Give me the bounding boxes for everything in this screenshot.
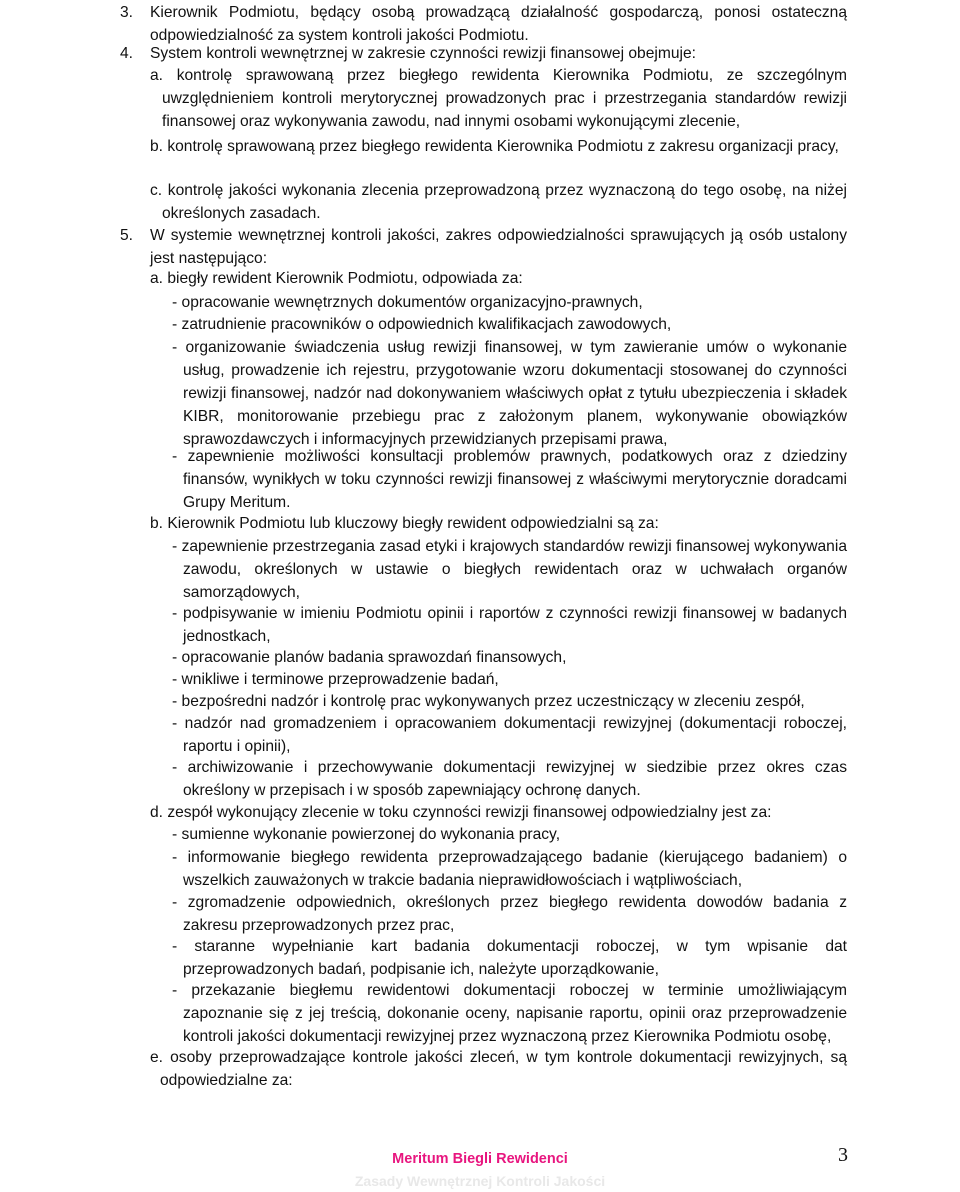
paragraph-item-3: Kierownik Podmiotu, będący osobą prowadzącą działalność gospodarczą, ponosi ostateczną odpowiedzialność za system kontroli jakości Podmiotu.: [150, 4, 847, 44]
list-item: - zgromadzenie odpowiednich, określonych przez biegłego rewidenta dowodów badania z zakresu przeprowadzonych przez prac,: [172, 894, 847, 934]
item-number: 3.: [120, 4, 134, 21]
paragraph-item-5: W systemie wewnętrznej kontroli jakości, zakres odpowiedzialności sprawujących ją osób ustalony jest następująco:: [150, 227, 847, 267]
list-item: - bezpośredni nadzór i kontrolę prac wykonywanych przez uczestniczący w zleceniu zespół,: [172, 693, 805, 710]
list-item: - sumienne wykonanie powierzonej do wykonania pracy,: [172, 826, 561, 843]
footer-subtitle: Zasady Wewnętrznej Kontroli Jakości: [354, 1173, 606, 1189]
list-item: - staranne wypełnianie kart badania dokumentacji roboczej, w tym wpisanie dat przeprowadzonych badań, podpisanie ich, należyte uporządkowanie,: [172, 938, 847, 978]
list-item: - informowanie biegłego rewidenta przeprowadzającego badanie (kierującego badaniem) o wszelkich zauważonych w trakcie badania nieprawidłowościach i wątpliwościach,: [172, 849, 847, 889]
item-number: 4.: [120, 45, 134, 62]
list-item: - przekazanie biegłemu rewidentowi dokumentacji roboczej w terminie umożliwiającym zapoznanie się z jej treścią, dokonanie oceny, napisanie raportu, opinii oraz przeprowadzenie kontroli jakości dokumentacji rewizyjnej przez wyznaczoną przez Kierownika Podmiotu osobę,: [172, 982, 847, 1045]
subitem-5e: e. osoby przeprowadzające kontrole jakości zleceń, w tym kontrole dokumentacji rewizyjnych, są odpowiedzialne za:: [150, 1049, 847, 1089]
list-item: - archiwizowanie i przechowywanie dokumentacji rewizyjnej w siedzibie przez okres czas określony w przepisach i w sposób zapewniający ochronę danych.: [172, 759, 847, 799]
footer-brand: Meritum Biegli Rewidenci: [392, 1151, 568, 1167]
item-number: 5.: [120, 227, 134, 244]
list-item: - podpisywanie w imieniu Podmiotu opinii i raportów z czynności rewizji finansowej w badanych jednostkach,: [172, 605, 847, 645]
list-item: - zatrudnienie pracowników o odpowiednich kwalifikacjach zawodowych,: [172, 316, 672, 333]
list-item: - opracowanie planów badania sprawozdań finansowych,: [172, 649, 567, 666]
subitem-4a: a. kontrolę sprawowaną przez biegłego rewidenta Kierownika Podmiotu, ze szczególnym uwzględnieniem kontroli merytorycznej prowadzonych prac i przestrzegania standardów rewizji finansowej oraz wykonywania zawodu, nad innymi osobami wykonującymi zlecenie,: [150, 67, 847, 130]
list-item: - wnikliwe i terminowe przeprowadzenie badań,: [172, 671, 499, 688]
subitem-5b-heading: b. Kierownik Podmiotu lub kluczowy biegły rewident odpowiedzialni są za:: [150, 515, 659, 532]
list-item: - zapewnienie przestrzegania zasad etyki i krajowych standardów rewizji finansowej wykonywania zawodu, określonych w ustawie o biegłych rewidentach oraz w uchwałach organów samorządowych,: [172, 538, 847, 601]
page-number: 3: [838, 1144, 848, 1166]
list-item: - nadzór nad gromadzeniem i opracowaniem dokumentacji rewizyjnej (dokumentacji roboczej, raportu i opinii),: [172, 715, 847, 755]
list-item: - organizowanie świadczenia usług rewizji finansowej, w tym zawieranie umów o wykonanie usług, prowadzenie ich rejestru, przygotowanie wzoru dokumentacji stosowanej do czynności rewizji finansowej, nadzór nad dokonywaniem właściwych opłat z tytułu ubezpieczenia i składek KIBR, monitorowanie przebiegu prac z założonym planem, wykonywanie obowiązków sprawozdawczych i informacyjnych przewidzianych przepisami prawa,: [172, 339, 847, 448]
list-item: - opracowanie wewnętrznych dokumentów organizacyjno-prawnych,: [172, 294, 643, 311]
subitem-5d-heading: d. zespół wykonujący zlecenie w toku czynności rewizji finansowej odpowiedzialny jest za:: [150, 804, 772, 821]
list-item: - zapewnienie możliwości konsultacji problemów prawnych, podatkowych oraz z dziedziny finansów, wynikłych w toku czynności rewizji finansowej z właściwymi merytorycznie doradcami Grupy Meritum.: [172, 448, 847, 511]
paragraph-item-4: System kontroli wewnętrznej w zakresie czynności rewizji finansowej obejmuje:: [150, 45, 696, 62]
subitem-4b: b. kontrolę sprawowaną przez biegłego rewidenta Kierownika Podmiotu z zakresu organizacji pracy,: [150, 138, 839, 155]
subitem-5a-heading: a. biegły rewident Kierownik Podmiotu, odpowiada za:: [150, 270, 523, 287]
subitem-4c: c. kontrolę jakości wykonania zlecenia przeprowadzoną przez wyznaczoną do tego osobę, na niżej określonych zasadach.: [150, 182, 847, 222]
